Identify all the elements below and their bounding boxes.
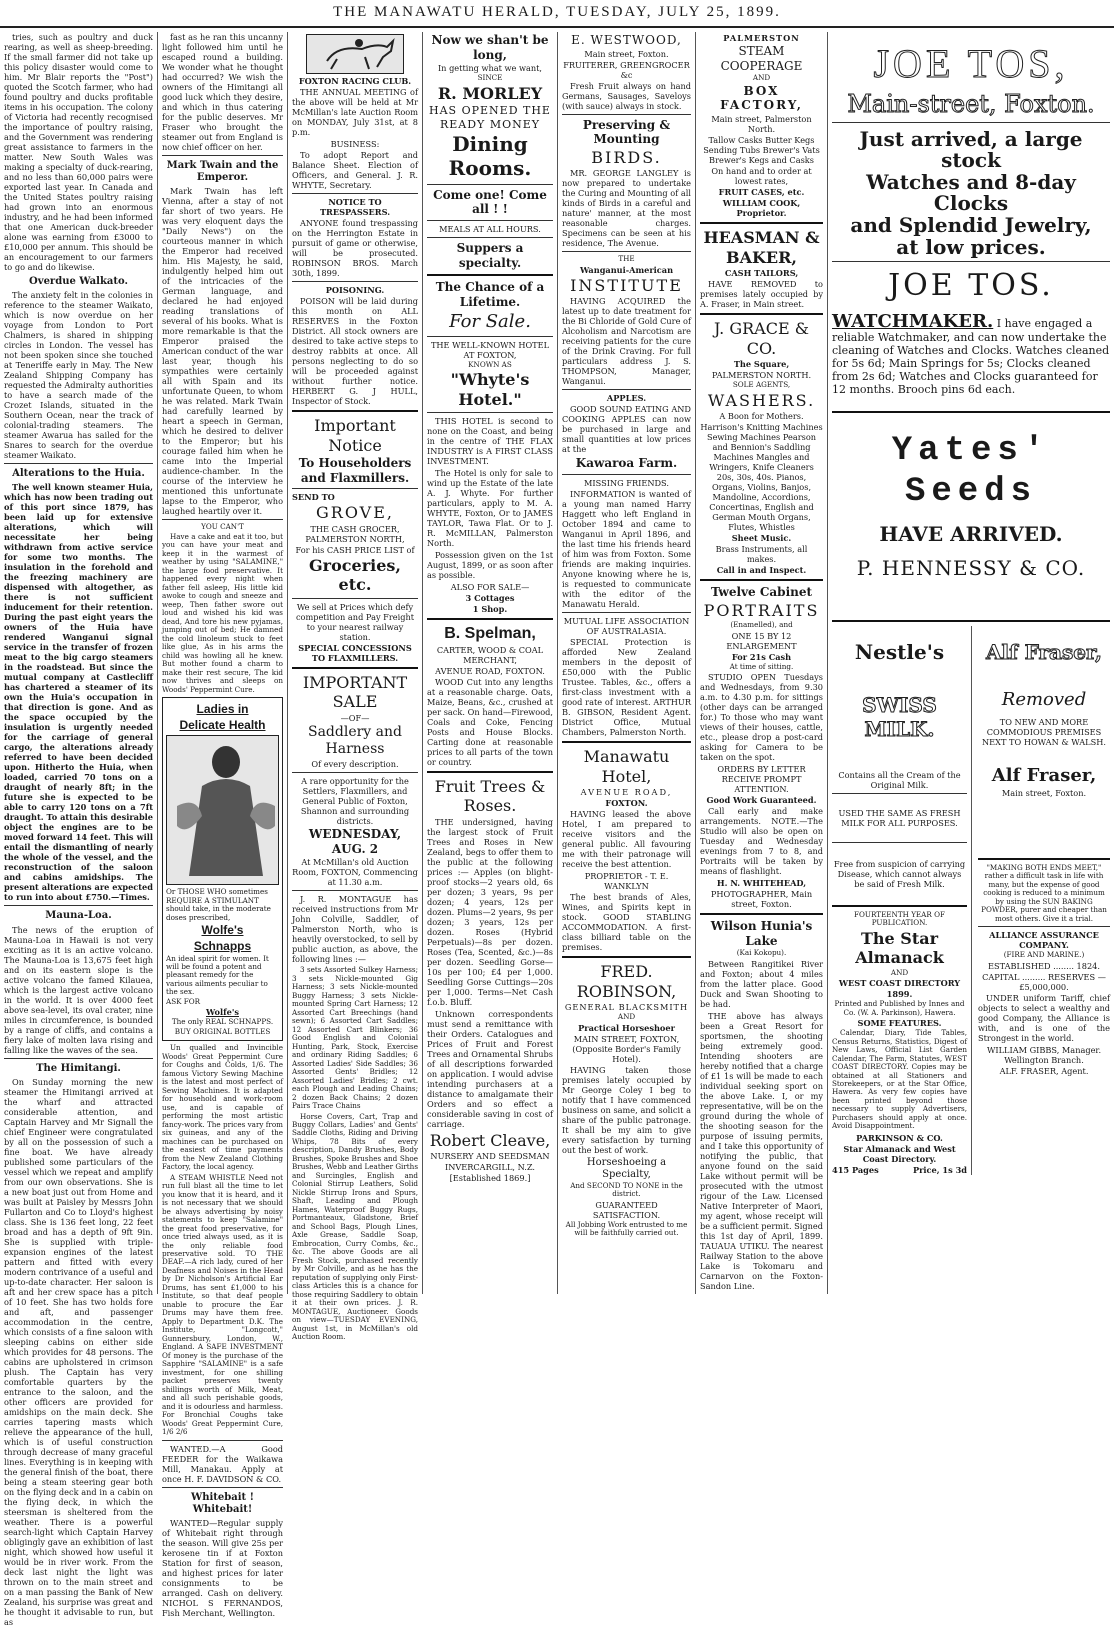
heading-trespassers: NOTICE TO TRESPASSERS.	[319, 197, 391, 217]
some-features: SOME FEATURES.	[857, 1018, 942, 1029]
annual-meeting-text: THE ANNUAL MEETING of the above will be held at Mr McMillan's late Auction Room on MONDAY, July 31st, at 8 p.m.	[292, 87, 418, 137]
missing-friends-heading: MISSING FRIENDS.	[584, 478, 669, 489]
nursery-seedsman: NURSERY AND SEEDSMAN	[430, 1151, 550, 1162]
printed-published: Printed and Published by Innes and Co. (W. A. Parkinson), Hawera.	[834, 999, 965, 1017]
to-householders: To Householders and Flaxmillers.	[298, 456, 412, 485]
westwood-address: Main street, Foxton.	[584, 48, 669, 59]
just-arrived-1: Just arrived, a large stock	[859, 127, 1083, 173]
capital-reserves: CAPITAL ......... RESERVES — £5,000,000.	[982, 971, 1106, 992]
the-label: THE	[618, 254, 635, 264]
palmerston-north: PALMERSTON NORTH.	[711, 370, 812, 381]
institute-heading: INSTITUTE	[570, 275, 683, 295]
alf-fraser-ad	[972, 626, 1110, 1174]
send-to: SEND TO	[292, 492, 335, 503]
article-himitangi-continued: fast as he ran this uncanny light followed him until he escaped round a building. We wonder what he thought had occurred? We wish the owners of the Himitangi all good luck which they desire, and which in thus catering for the public deserves. Mr Fraser who brought the steamer out from England is now chief officer on her.	[162, 32, 283, 152]
ad-buy-original: BUY ORIGINAL BOTTLES	[174, 1026, 271, 1036]
almanack-price: Price, 1s 3d	[912, 1164, 967, 1175]
kai-kokopu: (Kai Kokopu).	[736, 948, 787, 958]
suppers-specialty: Suppers a specialty.	[456, 241, 524, 270]
nestle-contains: Contains all the Cream of the Original Milk.	[838, 769, 961, 790]
montague-instructions: J. R. MONTAGUE has received instructions from Mr John Colville, Saddler, of Palmerston North, who is heavily overstocked, to sell by public auction, as above, the following lines :—	[292, 894, 418, 965]
have-arrived: HAVE ARRIVED.	[879, 521, 1063, 546]
joe-tos-address: Main-street, Foxton.	[847, 89, 1095, 118]
sale-date: WEDNESDAY, AUG. 2	[308, 827, 402, 856]
carter-wood-coal: CARTER, WOOD & COAL MERCHANT,	[436, 644, 544, 665]
ad-title-health: Delicate Health	[179, 717, 266, 732]
features-text: Calendar, Diary, Tide Tables, Census Returns, Statistics, Digest of New Laws, Official List Garden Calendar, The Farm, Statutes, WEST COAST DIRECTORY. Copies may be obtained at all Stationers and Storekeepers, or at the Star Office, Hawera. As very few copies have been printed beyond those necessary to supply Advertisers, Purchasers should apply at once. Avoid Disappointment.	[832, 1028, 967, 1131]
important-notice: Important Notice	[314, 416, 396, 455]
watchmaker-block	[832, 311, 1110, 397]
column-7	[828, 32, 1114, 1294]
grove-name: GROVE,	[316, 503, 394, 523]
ad-ask-for: ASK FOR	[166, 996, 201, 1006]
established-1824: ESTABLISHED ........ 1824.	[988, 960, 1100, 971]
article-waikato-text: The anxiety felt in the colonies in reference to the steamer Waikato, which is now overdue on her voyage from London to Port Chalmers, is shared in shipping circles in London. The vessel has not been spoken since she touched at Teneriffe early in May. The New Zealand Shipping Company has requested the Admiralty authorities to have a search made of the Crozet Islands, situated in the Southern Ocean, near the track of colonial-trading steamers. The steamer Awarua has sailed for the Snares to search for the overdue steamer Waikato.	[4, 290, 153, 461]
fresh-fruit-text: Fresh Fruit always on hand Germans, Sausages, Saveloys (with sauce) always in stock.	[562, 80, 691, 111]
jobbing-work: All Jobbing Work entrusted to me will be faithfully carried out.	[565, 1219, 688, 1238]
fred-robinson: FRED. ROBINSON,	[576, 962, 677, 1001]
masthead: THE MANAWATU HERALD, TUESDAY, JULY 25, 1899.	[0, 4, 1114, 28]
avenue-road-foxton: AVENUE ROAD, FOXTON.	[435, 665, 545, 676]
manawatu-foxton: FOXTON.	[605, 798, 648, 809]
wood-coal-text: WOOD Cut into any lengths at a reasonable charge. Oats, Maize, Beans, &c., crushed at per sack. On hand—Firewood, Coals and Coke, Fencing Posts and House Blocks. Carting done at reasonable prices to all parts of the town or country.	[427, 676, 553, 767]
westwood-name: E. WESTWOOD,	[571, 33, 682, 47]
orders-by-letter: ORDERS BY LETTER RECEIVE PROMPT ATTENTION.	[717, 764, 806, 795]
parkinson-co: PARKINSON & CO.	[856, 1132, 943, 1143]
grace-goods-list: Harrison's Knitting Machines Sewing Machines Pearson and Bennion's Saddling Machines Mangles and Wringers, Knife Cleaners 20s, 30s, 40s. Pianos, Organs, Violins, Banjos, Mandoline, Accordions, Concertinas, English and German Mouth Organs, Flutes, Whistles	[700, 422, 823, 533]
saddlery-harness: Saddlery and Harness	[307, 723, 402, 757]
lake-location-text: Between Rangitikei River and Foxton; about 4 miles from the latter place. Good Duck and Swan Shooting to be had.	[700, 958, 823, 1009]
chance-lifetime: The Chance of a Lifetime.	[435, 280, 545, 309]
ad-stimulant-text: Or THOSE WHO sometimes REQUIRE A STIMULANT should take, in the moderate doses prescribed,	[166, 887, 271, 922]
cash-grocer: THE CASH GROCER, PALMERSTON NORTH,	[305, 523, 405, 544]
poisoning-text: POISON will be laid during this month on ALL RESERVES in the Foxton District. All stock owners are desired to take active steps to destroy rabbits at once. All persons neglecting to do so will be proceeded against without further notice. HERBERT G. J HULL, Inspector of Stock.	[292, 296, 418, 406]
watchmaker-label: WATCHMAKER.	[832, 310, 994, 332]
one-shop: 1 Shop.	[472, 604, 508, 615]
studio-note-text: Call early and make arrangements. NOTE.—The Studio will also be open on Tuesday and Wednesday evenings from 7 to 8, and Portraits will be taken by means of flashlight.	[700, 806, 823, 877]
sole-agents: SOLE AGENTS,	[732, 380, 791, 390]
star-and: AND	[890, 967, 909, 977]
come-one: Come one! Come all ! !	[433, 187, 547, 217]
fire-marine: (FIRE AND MARINE.)	[1003, 950, 1085, 960]
heasman-baker: HEASMAN & BAKER,	[703, 227, 820, 267]
good-work: Good Work Guaranteed.	[706, 795, 817, 806]
for-sale: For Sale.	[449, 310, 531, 332]
alf-fraser-heading: Alf Fraser,	[985, 640, 1103, 665]
hennessy-co: P. HENNESSY & CO.	[856, 556, 1086, 581]
opened-ready-money: HAS OPENED THE READY MONEY	[429, 104, 551, 131]
apples-heading: APPLES.	[606, 393, 647, 404]
langley-text: MR. GEORGE LANGLEY is now prepared to undertake the Curing and Mounting of all kinds of Birds in a careful and nature' manner, at the most reasonable charges. Specimens can be seen at his residence, The Avenue.	[562, 168, 691, 249]
lady-figure-icon	[167, 736, 285, 882]
well-known-hotel: THE WELL-KNOWN HOTEL AT FOXTON,	[430, 339, 550, 360]
portraits-heading: PORTRAITS	[703, 600, 820, 620]
preserving-mounting: Preserving & Mounting	[582, 117, 671, 147]
ad-ideal-spirit-text: An ideal spirit for women. It will be found a potent and pleasant remedy for the various ailments peculiar to the sex.	[166, 953, 269, 997]
william-cook: WILLIAM COOK, Proprietor.	[722, 197, 801, 218]
yates-seeds: Yates' Seeds	[891, 431, 1051, 512]
just-arrived-3: and Splendid Jewelry,	[850, 213, 1092, 238]
heading-overdue-waikato: Overdue Walkato.	[29, 276, 128, 287]
since-label: SINCE	[477, 73, 503, 83]
rare-opportunity: A rare opportunity for the Settlers, Flaxmillers, and General Public of Foxton, Shannon and surrounding districts.	[300, 776, 410, 827]
harness-list: 3 sets Assorted Sulkey Harness; 3 sets Nickle-mounted Gig Harness; 3 sets Nickle-mounted Buggy Harness; 3 sets Nickle-mounted Spring Cart Harness; 12 Assorted Cart Breechings (hand sewn); 6 Assorted Cart Saddles; 12 Assorted Cart Blinkers; 36 Good English and Colonial Hunting, Park, Stock, Exercise and ordinary Riding Saddles; 6 Assorted Ladies' Side Saddles; 36 Assorted Gents' Bridles; 12 Assorted Ladies' Bridles; 2 cwt. each Plough and Leading Chains; 2 dozen Back Chains; 2 dozen Pairs Trace Chains	[292, 965, 418, 1111]
grove-prices-text: We sell at Prices which defy competition and Pay Freight to your nearest railway station.	[295, 601, 415, 642]
horse-rider-illustration	[306, 34, 404, 74]
william-gibbs: WILLIAM GIBBS, Manager. Wellington Branch.	[986, 1044, 1102, 1065]
meals-all-hours: MEALS AT ALL HOURS.	[439, 224, 541, 235]
mutual-life-heading: MUTUAL LIFE ASSOCIATION OF AUSTRALASIA.	[563, 616, 690, 637]
ad-title-ladies: Ladies in	[196, 702, 249, 717]
business-label: BUSINESS:	[330, 139, 380, 149]
star-almanack: The Star Almanack	[855, 928, 944, 968]
column-3	[288, 32, 423, 1342]
general-blacksmith: GENERAL BLACKSMITH	[564, 1002, 689, 1013]
morley-name: R. MORLEY	[437, 83, 543, 103]
just-arrived-2: Watches and 8-day Clocks	[866, 170, 1076, 216]
proprietor-wanklyn: PROPRIETOR - T. E. WANKLYN	[584, 871, 669, 892]
heading-whitebait: Whitebait ! Whitebait!	[190, 1491, 255, 1515]
steam-cooperage: STEAM COOPERAGE	[720, 44, 803, 73]
hotel-text: THIS HOTEL is second to none on the Coast, and being in the centre of THE FLAX INDUSTRY is A FIRST CLASS INVESTMENT.	[427, 416, 553, 467]
ales-wines-text: The best brands of Ales, Wines, and Spirits kept in stock. GOOD STABLING ACCOMMODATION. A first-class billiard table on the premises.	[562, 892, 691, 953]
for-21s-cash: For 21s Cash	[731, 651, 792, 662]
nestles-heading: Nestle's	[854, 640, 945, 665]
and-label: AND	[617, 1012, 636, 1022]
article-poultry-text: tries, such as poultry and duck rearing, as well as sheep-breeding. If the small farmer did not take up this policy disaster would come to him. Mr Blair reports the "Post") quoted the Scotch farmer, who had found poultry and ducks profitable items in his occupation. The colony of Victoria had recently recognised the importance of poultry raising, and the Government was rendering great assistance to farmers in the matter. New South Wales was making a specialty of duck-rearing, and no less than 60,000 pairs were exported last year. In Canada and the United States poultry raising had grown into an enormous industry, and he had been informed that one American duck-breeder alone was earning from £3000 to £10,000 per annum. This should be an encouragement to our farmers to go and do likewise.	[4, 32, 153, 272]
sheet-music: Sheet Music.	[731, 533, 792, 544]
poem-text: Have a cake and eat it too, but you can have your meat and keep it in the warmest of weather by using "SALAMINE," the large food preservative. It happened every night when father fell asleep, His little kid awoke to cough and sneeze and weep, Then father swore out loud and wished his kid was dead, And tore his new pyjamas, jumping out of bed; He damned the cold linoleum stuck to feet like glue, As in his arms the child was howling all he knew. But mother found a charm to make their rest secure, The kid now thrives and sleeps on Woods' Peppermint Cure.	[162, 531, 283, 694]
alf-address: Main street, Foxton.	[1001, 787, 1087, 798]
wanted-feeder-ad: WANTED.—A Good FEEDER for the Waikawa Mill, Manakau. Apply at once H. F. DAVIDSON & CO.	[162, 1443, 283, 1484]
fruit-trees-roses: Fruit Trees & Roses.	[434, 776, 546, 816]
watchmaker-text: I have engaged a reliable Watchmaker, and can now undertake the cleaning of Watches and Clocks. Watches cleaned for 5s 6d; Main Springs for 5s; Clocks cleaned from 2s 6d; Watches and Clocks guaranteed for 12 months. Brooch pins 6d each.	[832, 316, 1110, 396]
avenue-road: AVENUE ROAD,	[580, 787, 673, 798]
ad-brand-schnapps: Schnapps	[193, 938, 252, 953]
heading-himitangi: The Himitangi.	[36, 1062, 121, 1074]
joe-tos-heading: JOE TOS,	[873, 41, 1069, 86]
article-himitangi-text: On Sunday morning the new steamer the Himitangi arrived at the wharf and attracted considerable attention, and Captain Harvey and Mr Signall the chief Engineer were congratulated by all on the possession of such a fine boat. We have already published some particulars of the vessel which we repeat and amplify from our own observations. She is a new boat just out from Home and was built at Paisley by Messrs John Fullarton and Co to Lloyd's highest class. She is 136 feet long, 22 feet broad and has a depth of 9ft 9in. She is supplied with triple-expansion engines of the latest pattern and fitted with every modern contrivance of a useful and up-to-date character. Her saloon is aft and her crew space has a pitch of 10 feet. She has two holds fore and aft, and passenger accommodation in the centre, which consists of a fine saloon with sleeping cabins on either side which provides for 48 persons. The cabins are upholstered in crimson plush. The Captain has very comfortable quarters by the entrance to the saloon, and the other officers are provided for amidships on the main deck. She carries tapering masts which relieve the appearance of the hull, which is of useful construction through decrease of many graceful lines. Everything is in keeping with the general finish of the boat, there being a steam steering gear both on the flying deck and in a cabin on the flying deck, in which the steersman is sheltered from the weather. There is a powerful search-light which Captain Harvey obligingly gave an exhibition of last night, which showed how useful it would be in river work. From the deck last night the light was thrown on to the main street and on a man passing the Bank of New Zealand, his surprise was great and he thought it advisable to run, but as	[4, 1076, 154, 1627]
pages-count: 415 Pages	[832, 1164, 879, 1175]
peppermint-ad-text: Un qualled and Invincible Woods' Great Peppermint Cure for Coughs and Colds, 1/6. The famous Victory Sewing Machine is the latest and most perfect of Sewing Machines. It is adapted for household and work-room use, and is capable of performing the most artistic fancy-work. The prices vary from six guineas, and any of the machines can be purchased on the easiest of time payments from the New Zealand Clothing Factory, the local agency.	[162, 1043, 283, 1172]
also-for-sale: ALSO FOR SALE—	[450, 582, 530, 593]
west-coast-directory: WEST COAST DIRECTORY	[838, 978, 961, 989]
washers-heading: WASHERS.	[707, 390, 816, 410]
business-text: To adopt Report and Balance Sheet. Election of Officers, and General. J. R. WHYTE, Secretary.	[292, 150, 418, 190]
removed-heading: Removed	[1001, 688, 1087, 710]
known-as: KNOWN AS	[468, 359, 512, 369]
fruit-cases: FRUIT CASES, etc.	[718, 186, 805, 197]
lake-permit-text: THE above has always been a Great Resort for sportsmen, the shooting being extremely good. Intending shooters are hereby notified that a charge of £1 1s will be made to each individual seeking sport on the above Lake. I, or my representative, will be on the ground during the whole of the shooting season for the purpose of issuing permits, and I take this opportunity of notifying the public, that anyone found on the said Lake without permit will be prosecuted with the utmost rigour of the Law. Licensed Native Interpreter of Maori, my agent, whose receipt will be a sufficient permit. Signed this 1st day of April, 1899. TAUAUA UTIKU. The nearest Railway Station to the above Lake is Tokomaru and Carnarvon on the Foxton-Sandon Line.	[700, 1010, 824, 1291]
alf-fraser-2: Alf Fraser,	[991, 764, 1097, 786]
horseshoeing-specialty: Horseshoeing a Specialty,	[586, 1156, 667, 1180]
kawaroa-farm: Kawaroa Farm.	[575, 456, 678, 471]
getting-what: In getting what we want,	[437, 63, 543, 74]
now-we-shant: Now we shan't be long,	[431, 33, 549, 62]
foxton-racing-club: FOXTON RACING CLUB.	[298, 76, 412, 86]
joe-tos-2: JOE TOS.	[888, 268, 1054, 304]
groceries-etc: Groceries, etc.	[309, 555, 401, 595]
on-hand-lowest: On hand and to order at lowest rates,	[711, 165, 812, 186]
star-almanack-2: Star Almanack and West Coast Directory.	[843, 1143, 956, 1164]
ad-only-real: The only REAL SCHNAPPS.	[171, 1017, 274, 1027]
article-mauna-loa-text: The news of the eruption of Mauna-Loa in Hawaii is not very exciting as it is an active volcano. The Mauna-Loa is 13,675 feet high and on its eastern slope is the active volcano the famed Kilauea, which is the largest active volcano in the world. It is over 4000 feet above sea-level, its oval crater, nine miles in circumference, is bounded by a range of cliffs, and contains a fiery lake of molten lava rising and falling like the waves of the sea.	[4, 924, 153, 1055]
sale-of: —OF—	[340, 712, 370, 723]
column-2	[158, 32, 288, 1619]
call-inspect: Call in and Inspect.	[716, 565, 807, 576]
to-new-premises: TO NEW AND MORE COMMODIOUS PREMISES NEXT TO HOWAN & WALSH.	[982, 716, 1106, 747]
directory-year: 1899.	[886, 989, 913, 1000]
twelve-cabinet: Twelve Cabinet	[710, 585, 813, 600]
missing-friends-text: INFORMATION is wanted of a young man named Harry Haggett who left England in October 1894 and came to Wanganui in April 1896, and the last time his friends heard of him was from Foxton. Some friends are making inquiries. Anyone knowing where he is, is requested to communicate with the editor of the Manawatu Herald.	[562, 489, 691, 610]
boon-mothers: A Boon for Mothers.	[719, 411, 804, 422]
unknown-correspondents: Unknown correspondents must send a remittance with their Orders. Catalogues and Prices of Fruit and Forest Trees and Ornamental Shrubs of all descriptions forwarded on application. I would advise intending purchasers at a distance to amalgamate their Orders and so effect a considerable saving in cost of carriage.	[427, 1008, 553, 1129]
harness-list-continued: Horse Covers, Cart, Trap and Buggy Collars, Ladies' and Gents' Saddle Cloths, Riding and Driving Whips, 78 Bits of every description, Dandy Brushes, Body Brushes, Spoke Brushes and Shoe Brushes, Webb and Leather Girths and Surcingles, English and Colonial Stirrup Leathers, Solid Nickle Stirrup Irons and Spurs, Shaft, Leading and Plough Hames, Waterproof Buggy Rugs, Portmanteaux, Gladstone, Brief and School Bags, Plough Lines, Axle Grease, Saddle Soap, Embrocation, Curry Combs, &c., &c. The above Goods are all Fresh Stock, purchased recently by Mr Colville, and as he has the reputation of supplying only First-class Articles this is a chance for those requiring Saddlery to obtain it at their own prices. J. R. MONTAGUE, Auctioneer. Goods on view—TUESDAY EVENING, August 1st, in McMillan's old Auction Room.	[292, 1111, 419, 1342]
guaranteed-satisfaction: GUARANTEED SATISFACTION.	[592, 1199, 661, 1220]
possession-text: Possession given on the 1st August, 1899, or as soon after as possible.	[427, 550, 553, 581]
wanganui-american: Wanganui-American	[579, 264, 674, 275]
special-concessions: SPECIAL CONCESSIONS TO FLAXMILLERS.	[298, 642, 412, 663]
alliance-assurance: ALLIANCE ASSURANCE COMPANY.	[989, 930, 1099, 951]
the-square: The Square,	[733, 359, 790, 370]
fourteenth-year: FOURTEENTH YEAR OF PUBLICATION.	[854, 909, 945, 928]
cooperage-address: Main street, Palmerston North.	[711, 113, 812, 134]
just-arrived-4: at low prices.	[896, 235, 1046, 260]
spelman-name: B. Spelman,	[444, 625, 536, 643]
horse-icon	[307, 35, 411, 71]
whytes-hotel: "Whyte's Hotel."	[450, 370, 530, 409]
alliance-tariff-text: UNDER uniform Tariff, chief objects to select a wealthy and good Company, the Alliance is with, and is one of the Strongest in the world.	[978, 992, 1110, 1043]
nestle-free: Free from suspicion of carrying Disease, which cannot always be said of Fresh Milk.	[833, 858, 966, 889]
photographer-address: PHOTOGRAPHER, Main street, Foxton.	[710, 889, 813, 910]
brass-instruments: Brass Instruments, all makes.	[715, 544, 808, 565]
dining-rooms: Dining Rooms.	[448, 132, 532, 181]
established-1869: [Established 1869.]	[449, 1173, 531, 1184]
birds-heading: BIRDS.	[591, 147, 662, 167]
poem-title: YOU CAN'T	[201, 522, 244, 532]
institute-text: HAVING ACQUIRED the latest up to date treatment for the Bi Chloride of Gold Cure of Alcoholism and Narcotism are receiving patients for the cure of the Drink Craving. For full particulars address J. S. THOMPSON, Manager, Wanganui.	[562, 296, 691, 387]
whitehead-name: H. N. WHITEHEAD,	[716, 878, 807, 889]
robert-cleave: Robert Cleave,	[429, 1130, 551, 1150]
steam-whistle-text: A STEAM WHISTLE Need not run full blast all the time to let you know that it is heard, and it is not necessary that we should be always advertising by noisy statements to keep "Salamine" the great food preservative, for once tried always used, as it is the only reliable food preservative sold. TO THE DEAF.—A rich lady, cured of her Deafness and Noises in the Head by Dr Nicholson's Artificial Ear Drums, has sent £1,000 to his Institute, so that deaf people unable to procure the Ear Drums may have them free. Apply to Department D.K. The Institute, "Longcott," Gunnersbury, London, W., England. A SAFE INVESTMENT Of money is the purchase of the Sapphire "SALAMINE" is a safe investment, for one shilling packet preserves twenty shillings worth of Milk, Meat, and all such perishable goods, and it is odourless and harmless. For Bronchial Coughs take Woods' Great Peppermint Cure, 1/6 2/6	[162, 1172, 283, 1437]
swiss-milk: SWISS MILK.	[862, 692, 937, 742]
invercargill: INVERCARGILL, N.Z.	[444, 1162, 536, 1173]
heading-poisoning: POISONING.	[325, 285, 385, 295]
ad-brand-wolfes: Wolfe's	[201, 923, 244, 938]
box-factory: BOX FACTORY,	[720, 83, 803, 113]
mutual-life-text: SPECIAL Protection is afforded New Zealand members in the deposit of £50,000 with the Public Trustee. Tables, &c., offers a first-class investment with a good rate of interest. ARTHUR B. GIBSON, Resident Agent. District Office, Mutual Chambers, Palmerston North.	[562, 637, 691, 738]
heading-mark-twain: Mark Twain and the Emperor.	[166, 160, 279, 184]
column-1	[0, 32, 158, 1627]
hotel-apply-text: The Hotel is only for sale to wind up the Estate of the late A. J. Whyte. For further particulars, apply to M. A. WHYTE, Foxton, Or to JAMES TAYLOR, Tawa Flat. Or to J. R. McMILLAN, Palmerston North.	[427, 468, 553, 549]
column-6	[696, 32, 828, 1294]
three-cottages: 3 Cottages	[465, 593, 515, 604]
enamelled: (Enamelled), and	[730, 620, 793, 630]
studio-text: STUDIO OPEN Tuesdays and Wednesdays, from 9.30 a.m. to 4.30 p.m. for sittings (other days can be arranged for.) To those who may want views of their houses, cattle, etc., please drop a post-card asking for Camera to be taken on the spot.	[700, 672, 823, 763]
nestle-used: USED THE SAME AS FRESH MILK FOR ALL PURPOSES.	[838, 807, 961, 828]
nestle-ad	[832, 626, 972, 1174]
heading-mauna-loa: Mauna-Loa.	[45, 910, 112, 922]
column-4	[423, 32, 558, 1294]
practical-horseshoer: Practical Horseshoer	[578, 1022, 675, 1033]
robinson-address: MAIN STREET, FOXTON, (Opposite Border's Family Hotel).	[572, 1033, 681, 1064]
lady-illustration	[166, 735, 279, 885]
wilson-hunia-lake: Wilson Hunia's Lake	[710, 919, 813, 948]
fruit-trees-text: THE undersigned, having the largest stock of Fruit Trees and Roses in New Zealand, begs to offer them to the public at the following prices :— Apples (on blight-proof stocks—2 years old, 6s per dozen; 3 years, 9s per dozen; 4 years, 12s per dozen. Plums—2 years, 9s per dozen; 3 years, 12s per dozen. Roses (Hybrid Perpetuals)—8s per dozen. Roses (Tea, Scented, &c.)—8s per dozen. Seedling Gorse—10s per 100; £4 per 1,000. Seedling Gorse Cuttings—20s per 1,000. Terms—Net Cash f.o.b. Bluff.	[427, 816, 553, 1007]
article-huia-text: The well known steamer Huia, which has now been trading out of this port since 1879, has been laid up for extensive alterations, which will necessitate her being withdrawn from active service for some two months. The insulation in the forehold and the freezing machinery are dispensed with altogether, as there is not sufficient inducement for their retention. During the past eight years the owners of the Huia have rendered Wanganui signal service in the transfer of frozen meat to the big cargo steamers in the roadstead. But since the mutual company at Castlecliff has chartered a steamer of its own the Huia's occupation in that direction is gone. And as the space occupied by the insulation is urgently needed for the carriage of general cargo, the alterations already referred to have been decided upon. Hitherto the Huia, when loaded, carried 70 tons on a draught of nearly 8ft; in the future she is expected to be able to carry 120 tons on a 7ft draught. To attain this desirable object the engines are to be moved forward 14 feet. This will entail the dismantling of nearly the whole of the vessel, and the reconstruction of the saloon and cabins amidships. The present alterations are expected to run into about £750.—Times.	[4, 482, 153, 903]
robinson-text: HAVING taken those premises lately occupied by Mr George Coley I beg to notify that I have commenced business on same, and solicit a share of the public patronage. It shall be my aim to give every satisfaction by turning out the best of work.	[562, 1064, 691, 1155]
column-5	[558, 32, 696, 1294]
price-row	[832, 1165, 967, 1175]
ad-brand-wolfes-2: Wolfe's	[206, 1007, 239, 1018]
fruiterer-greengrocer: FRUITERER, GREENGROCER &c	[563, 59, 690, 80]
trespassers-text: ANYONE found trespassing on the Herrington Estate in pursuit of game or otherwise, will be prosecuted. ROBINSON BROS. March 30th, 1899.	[292, 218, 418, 278]
cash-tailors: CASH TAILORS,	[724, 268, 799, 279]
apples-text: GOOD SOUND EATING AND COOKING APPLES can now be purchased in large and small quantities at low prices at the	[562, 404, 691, 455]
manawatu-hotel-text: HAVING leased the above Hotel, I am prepared to receive visitors and the general public. All favouring me with their patronage will receive the best attention.	[562, 809, 691, 870]
palmerston-heading: PALMERSTON	[723, 33, 800, 43]
important-sale: IMPORTANT SALE	[302, 672, 408, 712]
nestle-alf-row	[832, 626, 1110, 1174]
cash-price-list: For his CASH PRICE LIST of	[295, 544, 415, 555]
cooperage-list: Tallow Casks Butter Kegs Sending Tubs Brewer's Vats Brewer's Kegs and Casks	[703, 134, 820, 165]
sale-location: At McMillan's old Auction Room, FOXTON, Commencing at 11.30 a.m.	[292, 857, 418, 888]
every-description: Of every description.	[311, 759, 399, 770]
one-enlargement: ONE 15 BY 12 ENLARGEMENT	[726, 630, 797, 651]
time-of-sitting: At time of sitting.	[729, 661, 794, 671]
and-label: AND	[752, 73, 771, 83]
wolfes-schnapps-ad	[162, 697, 283, 1041]
heasman-removed-text: HAVE REMOVED to premises lately occupied by A. Fraser, in Main street.	[700, 279, 823, 310]
manawatu-hotel: Manawatu Hotel,	[583, 747, 670, 786]
heading-huia: Alterations to the Huia.	[12, 468, 145, 480]
article-mark-twain-text: Mark Twain has left Vienna, after a stay of not far short of two years. He was very eloquent days the "Daily News") on the courteous manner in which the Emperor had received him. His Majesty, he said, indulgently helped him out of the intricacies of the German language, and declared he had enjoyed reading translations of several of his books. What is more remarkable is that the Emperor praised the American conduct of the war last year, though his sympathies were certainly all with Spain and its unfortunate Queen, to whom he was related. Mark Twain had carefully learned by heart a speech in German, which he desired to deliver to the Emperor; but his courage failed him when he came into the Imperial audience-chamber. In the course of the interview he mentioned this unfortunate lapse to the Emperor, who laughed heartily over it.	[162, 186, 283, 517]
second-to-none: And SECOND TO NONE in the district.	[570, 1180, 683, 1199]
alf-fraser-agent: ALF. FRASER, Agent.	[999, 1065, 1089, 1076]
whitebait-ad-text: WANTED—Regular supply of Whitebait right through the season. Will give 25s per kerosene tin if at Foxton Station for first of season, and highest prices for later consignments to be arranged. Cash on delivery. NICHOL S FERNANDOS, Fish Merchant, Wellington.	[162, 1518, 283, 1619]
grace-co: J. GRACE & CO.	[714, 319, 809, 358]
making-both-ends: "MAKING BOTH ENDS MEET," rather a difficult task in life with many, but the expense of good cooking is reduced to a minimum by using the SUN BAKING POWDER, purer and cheaper than most others. Give it a trial.	[981, 862, 1107, 923]
